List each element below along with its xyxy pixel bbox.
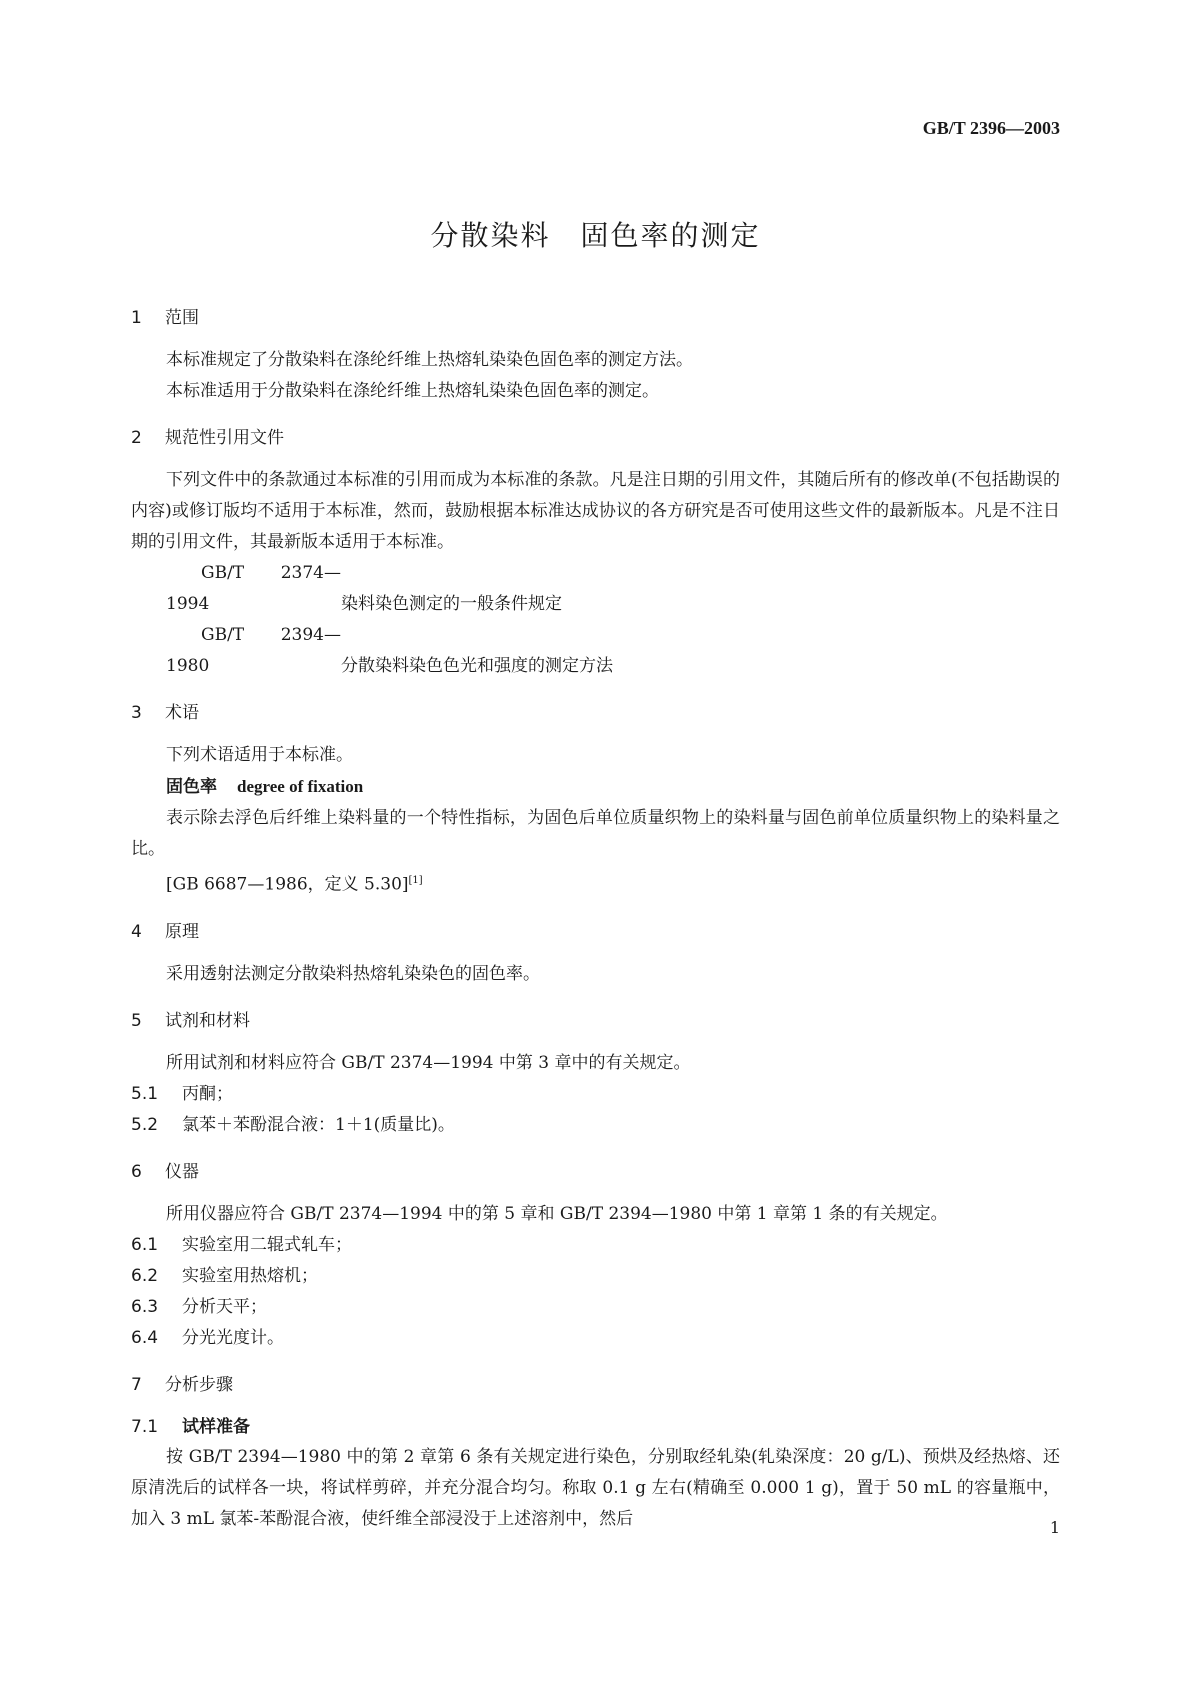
source-note: [1] bbox=[408, 875, 423, 886]
paragraph: 本标准适用于分散染料在涤纶纤维上热熔轧染染色固色率的测定。 bbox=[166, 381, 659, 401]
section-title: 术语 bbox=[165, 703, 199, 723]
source-text: [GB 6687—1986，定义 5.30] bbox=[166, 874, 409, 895]
section-number: 6 bbox=[131, 1161, 142, 1182]
page-number: 1 bbox=[1049, 1518, 1060, 1537]
section-3-heading bbox=[131, 700, 1060, 726]
item-text: 分析天平； bbox=[182, 1296, 267, 1317]
list-item bbox=[131, 1079, 1060, 1110]
section-4-heading bbox=[131, 919, 1060, 945]
section-title: 试剂和材料 bbox=[165, 1010, 250, 1031]
section-title: 规范性引用文件 bbox=[165, 428, 284, 448]
section-number: 4 bbox=[131, 921, 142, 942]
reference-item bbox=[131, 558, 1060, 620]
document-body bbox=[131, 305, 1060, 1535]
term-source bbox=[131, 865, 1060, 901]
reference-title: 分散染料染色色光和强度的测定方法 bbox=[341, 656, 613, 676]
paragraph: 下列术语适用于本标准。 bbox=[166, 745, 353, 765]
reference-code: GB/T 2374—1994 bbox=[166, 563, 341, 614]
item-text: 实验室用热熔机； bbox=[182, 1265, 318, 1286]
paragraph: 下列文件中的条款通过本标准的引用而成为本标准的条款。凡是注日期的引用文件，其随后所有的修改单(不包括勘误的内容)或修订版均不适用于本标准，然而，鼓励根据本标准达成协议的各方研究是否可使用这些文件的最新版本。凡是不注日期的引用文件，其最新版本适用于本标准。 bbox=[131, 470, 1060, 552]
document-title: 分散染料 固色率的测定 bbox=[430, 219, 761, 252]
reference-title: 染料染色测定的一般条件规定 bbox=[341, 594, 562, 614]
section-number: 2 bbox=[131, 428, 142, 448]
term-english: degree of fixation bbox=[237, 777, 364, 796]
section-number: 7 bbox=[131, 1374, 142, 1395]
section-7-heading bbox=[131, 1372, 1060, 1398]
section-title: 仪器 bbox=[165, 1161, 199, 1182]
section-number: 5 bbox=[131, 1010, 142, 1031]
paragraph: 本标准规定了分散染料在涤纶纤维上热熔轧染染色固色率的测定方法。 bbox=[166, 350, 693, 370]
reference-item bbox=[131, 620, 1060, 682]
list-item bbox=[131, 1323, 1060, 1354]
section-number: 3 bbox=[131, 703, 142, 723]
term-entry bbox=[131, 771, 1060, 803]
section-title: 原理 bbox=[165, 921, 199, 942]
list-item bbox=[131, 1230, 1060, 1261]
item-number: 5.1 bbox=[131, 1083, 159, 1104]
item-text: 分光光度计。 bbox=[182, 1327, 284, 1348]
reference-code: GB/T 2394—1980 bbox=[166, 625, 341, 676]
item-number: 6.2 bbox=[131, 1265, 159, 1286]
section-1-heading bbox=[131, 305, 1060, 331]
subsection-7-1-heading bbox=[131, 1412, 1060, 1442]
item-number: 6.4 bbox=[131, 1327, 159, 1348]
item-number: 6.1 bbox=[131, 1234, 159, 1255]
subsection-number: 7.1 bbox=[131, 1416, 159, 1437]
list-item bbox=[131, 1261, 1060, 1292]
section-title: 范围 bbox=[165, 308, 199, 328]
subsection-title: 试样准备 bbox=[182, 1416, 250, 1437]
list-item bbox=[131, 1110, 1060, 1141]
section-2-heading bbox=[131, 425, 1060, 451]
item-text: 氯苯＋苯酚混合液：1＋1(质量比)。 bbox=[182, 1114, 455, 1135]
standard-code: GB/T 2396—2003 bbox=[922, 118, 1060, 138]
paragraph: 所用仪器应符合 GB/T 2374—1994 中的第 5 章和 GB/T 2394—1980 中第 1 章第 1 条的有关规定。 bbox=[166, 1203, 948, 1224]
section-5-heading bbox=[131, 1008, 1060, 1034]
section-number: 1 bbox=[131, 308, 142, 328]
item-text: 丙酮； bbox=[182, 1083, 233, 1104]
item-text: 实验室用二辊式轧车； bbox=[182, 1234, 352, 1255]
paragraph: 按 GB/T 2394—1980 中的第 2 章第 6 条有关规定进行染色，分别取经轧染(轧染深度：20 g/L)、预烘及经热熔、还原清洗后的试样各一块，将试样剪碎，并充分混合均匀。称取 0.1 g 左右(精确至 0.000 1 g)，置于 50 mL 的容量瓶中，加入 3 mL 氯苯-苯酚混合液，使纤维全部浸没于上述溶剂中，然后 bbox=[131, 1446, 1060, 1529]
term-chinese: 固色率 bbox=[166, 777, 217, 797]
list-item bbox=[131, 1292, 1060, 1323]
term-definition: 表示除去浮色后纤维上染料量的一个特性指标，为固色后单位质量织物上的染料量与固色前单位质量织物上的染料量之比。 bbox=[131, 808, 1060, 859]
item-number: 6.3 bbox=[131, 1296, 159, 1317]
paragraph: 所用试剂和材料应符合 GB/T 2374—1994 中第 3 章中的有关规定。 bbox=[166, 1052, 691, 1073]
section-6-heading bbox=[131, 1159, 1060, 1185]
section-title: 分析步骤 bbox=[165, 1374, 233, 1395]
paragraph: 采用透射法测定分散染料热熔轧染染色的固色率。 bbox=[166, 963, 540, 984]
item-number: 5.2 bbox=[131, 1114, 159, 1135]
